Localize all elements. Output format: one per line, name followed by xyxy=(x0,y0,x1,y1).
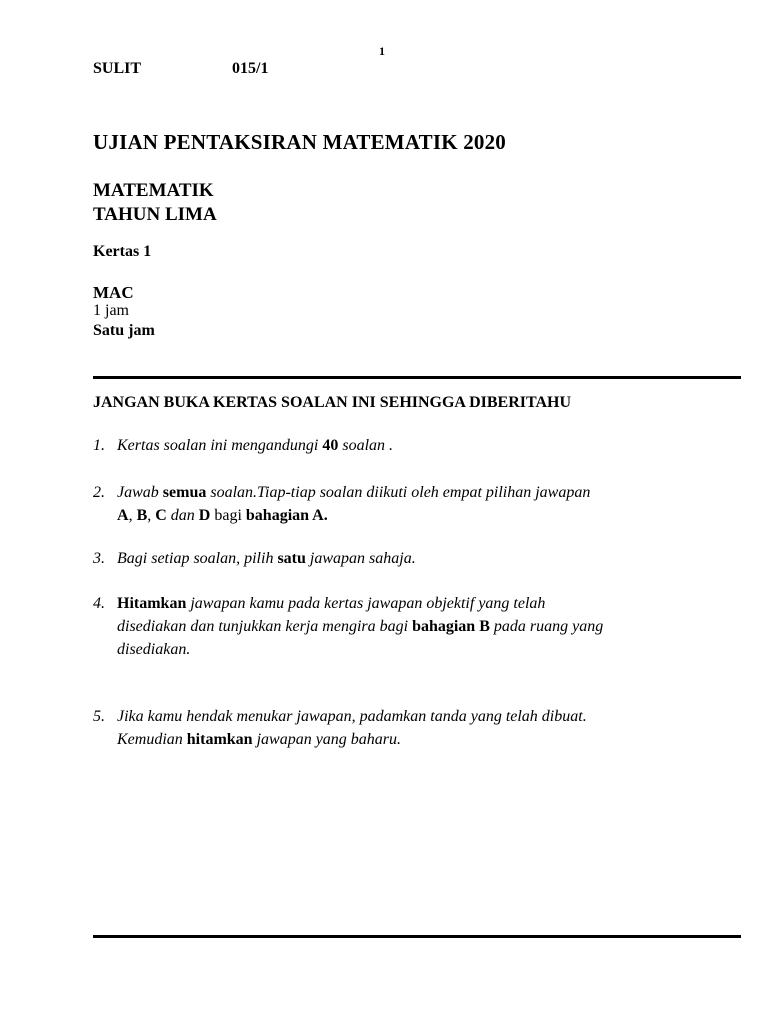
exam-month: MAC xyxy=(93,283,134,302)
instruction-text: Kemudian xyxy=(117,731,187,748)
instruction-text: Jawab xyxy=(117,484,163,501)
classification-label: SULIT xyxy=(93,60,142,77)
instruction-text: Bagi setiap soalan, pilih xyxy=(117,550,278,567)
instruction-text: pada ruang yang xyxy=(489,618,604,635)
instruction-text: bahagian B xyxy=(412,618,490,635)
instruction-line xyxy=(117,481,590,504)
exam-duration-words: Satu jam xyxy=(93,322,155,339)
instruction-line xyxy=(117,638,190,661)
instruction-text: , xyxy=(128,507,137,524)
instruction-line xyxy=(117,547,416,570)
instruction-line xyxy=(117,504,328,527)
instruction-number: 3. xyxy=(93,550,105,567)
instruction-text: 40 xyxy=(322,437,339,454)
instruction-text: C xyxy=(155,507,167,524)
instruction-line xyxy=(117,728,401,751)
instruction-text: D xyxy=(198,507,211,524)
instruction-text: jawapan kamu pada kertas jawapan objektif yang telah xyxy=(186,595,546,612)
instruction-text: disediakan dan tunjukkan kerja mengira bagi xyxy=(117,618,413,635)
instruction-line xyxy=(117,615,603,638)
instruction-text: jawapan sahaja. xyxy=(305,550,416,567)
instruction-number: 5. xyxy=(93,708,105,725)
paper-code: 015/1 xyxy=(232,60,269,77)
warning-notice: JANGAN BUKA KERTAS SOALAN INI SEHINGGA DIBERITAHU xyxy=(93,394,572,411)
instruction-text: A xyxy=(117,507,129,524)
top-divider xyxy=(93,376,741,379)
instruction-text: B xyxy=(136,507,148,524)
instruction-text: semua xyxy=(162,484,207,501)
paper-label: Kertas 1 xyxy=(93,243,152,260)
year-level: TAHUN LIMA xyxy=(93,204,217,225)
instruction-line xyxy=(117,592,545,615)
instruction-text: , xyxy=(147,507,156,524)
instruction-line xyxy=(117,705,587,728)
exam-title: UJIAN PENTAKSIRAN MATEMATIK 2020 xyxy=(93,130,506,154)
instruction-text: hitamkan xyxy=(186,731,253,748)
subject-name: MATEMATIK xyxy=(93,180,214,201)
exam-duration: 1 jam xyxy=(93,302,129,319)
instruction-text: soalan.Tiap-tiap soalan diikuti oleh empat pilihan jawapan xyxy=(206,484,591,501)
instruction-text: satu xyxy=(277,550,306,567)
bottom-divider xyxy=(93,935,741,938)
instruction-text: jawapan yang baharu. xyxy=(252,731,402,748)
instruction-text: Kertas soalan ini mengandungi xyxy=(117,437,323,454)
instruction-text: Hitamkan xyxy=(117,595,187,612)
instruction-text: soalan . xyxy=(338,437,394,454)
instruction-number: 2. xyxy=(93,484,105,501)
instruction-text: Jika kamu hendak menukar jawapan, padamkan tanda yang telah dibuat. xyxy=(117,708,587,725)
instruction-text: disediakan. xyxy=(117,641,191,658)
instruction-number: 1. xyxy=(93,437,105,454)
page-number: 1 xyxy=(379,44,385,58)
instruction-text: bagi xyxy=(210,507,246,524)
instruction-number: 4. xyxy=(93,595,105,612)
instruction-line xyxy=(117,434,393,457)
instruction-text: dan xyxy=(166,507,199,524)
instruction-text: bahagian A. xyxy=(245,507,328,524)
